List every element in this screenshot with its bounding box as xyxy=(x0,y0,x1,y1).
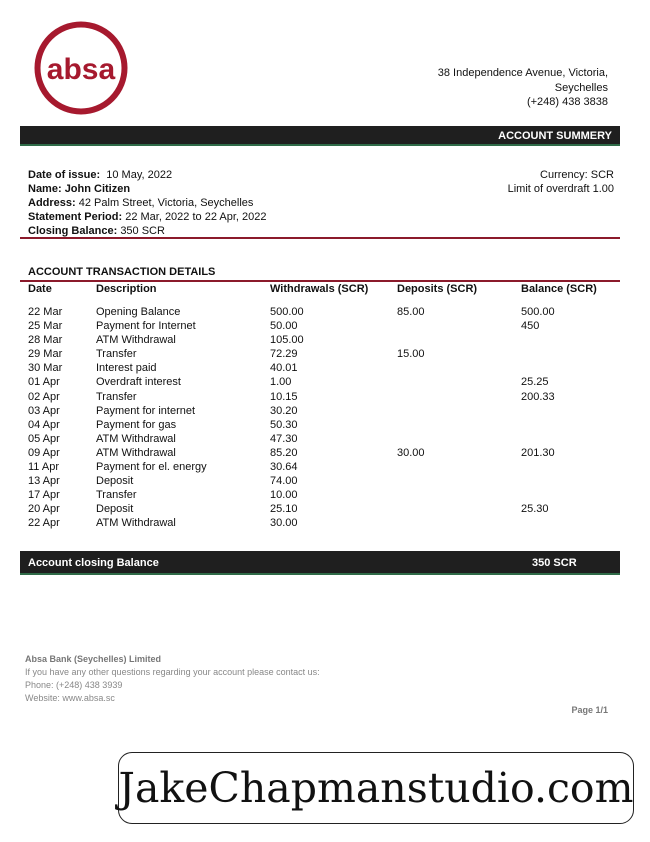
cell-description: ATM Withdrawal xyxy=(96,432,176,445)
watermark-text: JakeChapmanstudio.com xyxy=(118,764,634,812)
watermark xyxy=(118,752,634,824)
cell-date: 02 Apr xyxy=(28,390,60,403)
customer-info xyxy=(28,168,266,238)
address-value: 42 Palm Street, Victoria, Seychelles xyxy=(78,197,254,209)
cell-description: Payment for internet xyxy=(96,404,196,417)
cell-withdrawal: 74.00 xyxy=(270,475,298,488)
cell-description: ATM Withdrawal xyxy=(96,446,176,459)
cell-deposit: 15.00 xyxy=(397,348,425,361)
closing-balance-bar xyxy=(20,551,620,575)
name-value: John Citizen xyxy=(64,183,131,195)
account-meta xyxy=(508,168,614,196)
name-label: Name: xyxy=(28,183,62,195)
cell-withdrawal: 40.01 xyxy=(270,362,298,375)
cell-balance: 25.30 xyxy=(521,503,549,516)
cell-date: 09 Apr xyxy=(28,446,60,459)
table-row xyxy=(0,433,650,447)
cell-date: 29 Mar xyxy=(28,348,63,361)
col-header-date: Date xyxy=(28,283,52,295)
col-header-balance: Balance (SCR) xyxy=(521,283,597,295)
footer-website: Website: www.absa.sc xyxy=(25,693,115,703)
table-row xyxy=(0,419,650,433)
table-row xyxy=(0,461,650,475)
period-value: 22 Mar, 2022 to 22 Apr, 2022 xyxy=(125,211,267,223)
bank-address xyxy=(438,66,608,110)
cell-description: Payment for gas xyxy=(96,418,177,431)
cell-balance: 500.00 xyxy=(521,306,555,318)
currency: Currency: SCR xyxy=(540,169,614,181)
table-row xyxy=(0,348,650,362)
table-row xyxy=(0,391,650,405)
table-row xyxy=(0,376,650,390)
closing-value: 350 SCR xyxy=(120,225,165,237)
cell-withdrawal: 50.30 xyxy=(270,418,298,431)
table-row xyxy=(0,320,650,334)
cell-description: Payment for Internet xyxy=(96,320,196,333)
cell-withdrawal: 30.00 xyxy=(270,517,298,530)
cell-withdrawal: 500.00 xyxy=(270,306,304,318)
table-row xyxy=(0,334,650,348)
cell-deposit: 30.00 xyxy=(397,446,425,459)
table-row xyxy=(0,306,650,320)
cell-date: 17 Apr xyxy=(28,489,60,502)
cell-date: 04 Apr xyxy=(28,418,60,431)
cell-date: 28 Mar xyxy=(28,334,63,347)
footer-bank: Absa Bank (Seychelles) Limited xyxy=(25,654,162,664)
account-summary-bar xyxy=(20,126,620,146)
cell-date: 20 Apr xyxy=(28,503,60,516)
bank-address-line: 38 Independence Avenue, Victoria, xyxy=(437,67,608,79)
cell-description: Transfer xyxy=(96,348,137,361)
bank-phone: (+248) 438 3838 xyxy=(526,96,608,108)
cell-description: Payment for el. energy xyxy=(96,461,207,474)
cell-balance: 25.25 xyxy=(521,376,549,389)
table-row xyxy=(0,503,650,517)
cell-date: 25 Mar xyxy=(28,320,63,333)
period-label: Statement Period: xyxy=(28,211,123,223)
page-number: Page 1/1 xyxy=(571,705,608,715)
cell-withdrawal: 47.30 xyxy=(270,432,298,445)
col-header-description: Description xyxy=(96,283,157,295)
cell-description: Overdraft interest xyxy=(96,376,181,389)
overdraft-limit: Limit of overdraft 1.00 xyxy=(507,183,614,195)
closing-bar-label: Account closing Balance xyxy=(28,557,159,569)
table-row xyxy=(0,405,650,419)
divider xyxy=(20,280,620,282)
col-header-withdrawals: Withdrawals (SCR) xyxy=(270,283,369,295)
cell-date: 05 Apr xyxy=(28,432,60,445)
cell-withdrawal: 30.64 xyxy=(270,461,298,474)
cell-description: Deposit xyxy=(96,475,134,488)
closing-bar-value: 350 SCR xyxy=(532,557,577,569)
cell-description: Opening Balance xyxy=(96,306,181,318)
cell-date: 22 Apr xyxy=(28,517,60,530)
bank-address-line: Seychelles xyxy=(554,81,608,94)
transaction-table xyxy=(0,306,650,532)
cell-withdrawal: 85.20 xyxy=(270,446,298,459)
address-label: Address: xyxy=(28,197,76,209)
cell-balance: 201.30 xyxy=(521,446,555,459)
cell-date: 30 Mar xyxy=(28,362,63,375)
cell-date: 03 Apr xyxy=(28,404,60,417)
cell-date: 13 Apr xyxy=(28,475,60,488)
cell-withdrawal: 10.00 xyxy=(270,489,298,502)
cell-balance: 450 xyxy=(521,320,540,333)
cell-withdrawal: 30.20 xyxy=(270,404,298,417)
cell-date: 11 Apr xyxy=(28,461,59,474)
cell-withdrawal: 72.29 xyxy=(270,348,298,361)
footer-phone: Phone: (+248) 438 3939 xyxy=(25,680,123,690)
cell-date: 22 Mar xyxy=(28,306,63,318)
cell-balance: 200.33 xyxy=(521,390,555,403)
footer-contact-note: If you have any other questions regarding your account please contact us: xyxy=(25,667,320,677)
cell-withdrawal: 50.00 xyxy=(270,320,298,333)
cell-withdrawal: 105.00 xyxy=(270,334,304,347)
cell-description: Transfer xyxy=(96,390,137,403)
cell-description: ATM Withdrawal xyxy=(96,334,176,347)
closing-label: Closing Balance: xyxy=(28,225,118,237)
table-row xyxy=(0,362,650,376)
absa-logo xyxy=(34,21,128,115)
cell-withdrawal: 1.00 xyxy=(270,376,292,389)
issue-label: Date of issue: xyxy=(28,169,101,181)
cell-description: Interest paid xyxy=(96,362,157,375)
col-header-deposits: Deposits (SCR) xyxy=(397,283,478,295)
cell-description: ATM Withdrawal xyxy=(96,517,176,530)
table-row xyxy=(0,517,650,531)
transaction-section-title: ACCOUNT TRANSACTION DETAILS xyxy=(28,266,216,278)
logo-text: absa xyxy=(46,53,116,86)
cell-description: Deposit xyxy=(96,503,134,516)
footer xyxy=(25,653,320,705)
summary-title: ACCOUNT SUMMERY xyxy=(498,130,612,142)
cell-description: Transfer xyxy=(96,489,137,502)
cell-date: 01 Apr xyxy=(28,376,60,389)
cell-withdrawal: 10.15 xyxy=(270,390,298,403)
table-row xyxy=(0,447,650,461)
divider xyxy=(20,237,620,239)
table-row xyxy=(0,489,650,503)
cell-deposit: 85.00 xyxy=(397,306,425,318)
table-row xyxy=(0,475,650,489)
cell-withdrawal: 25.10 xyxy=(270,503,298,516)
issue-value: 10 May, 2022 xyxy=(106,169,173,181)
